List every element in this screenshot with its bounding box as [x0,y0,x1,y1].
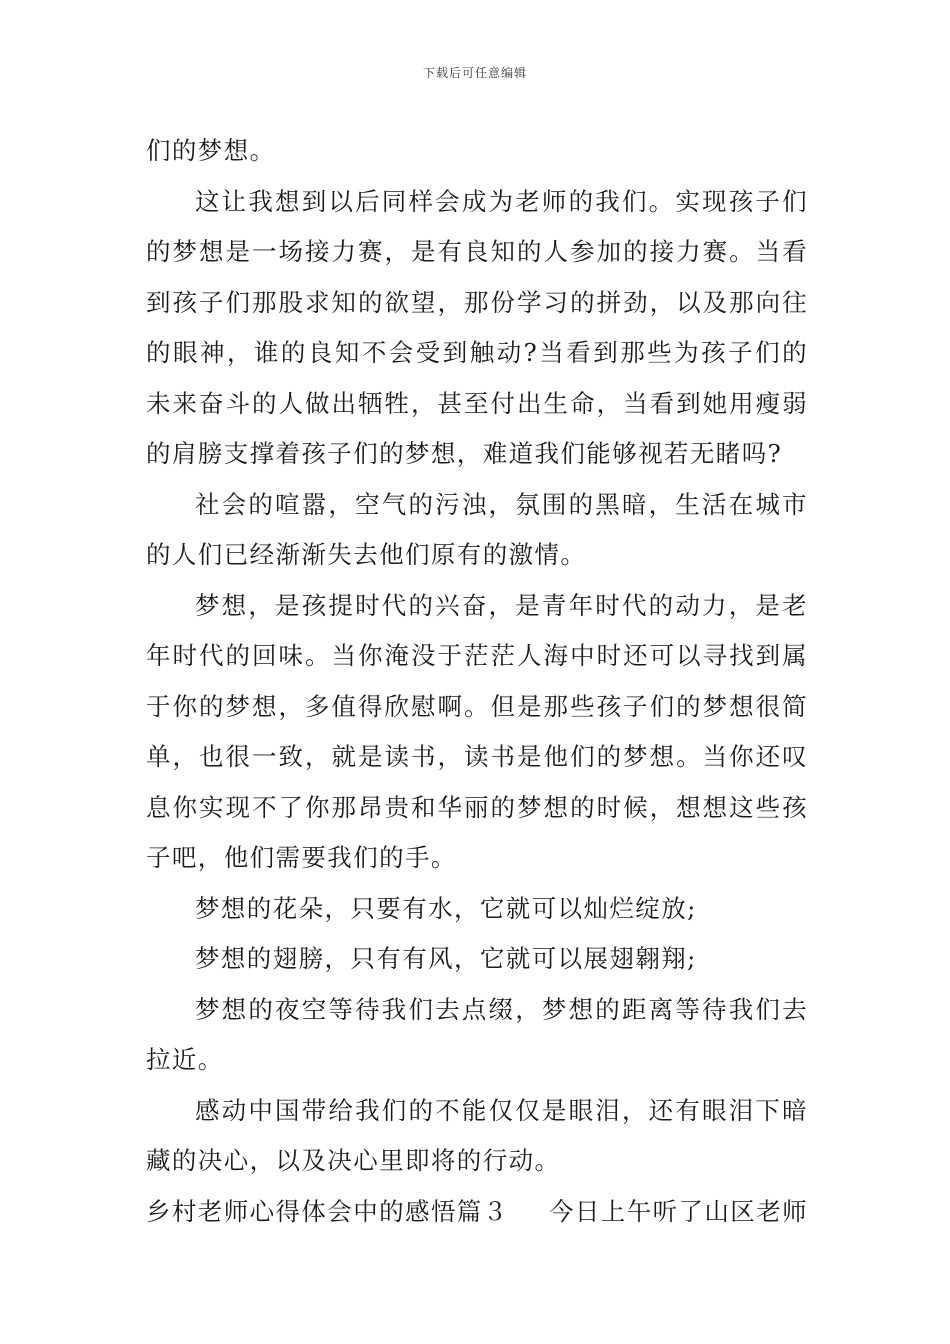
section-heading-line [146,1187,808,1238]
paragraph: 梦想的花朵，只要有水，它就可以灿烂绽放; [195,893,697,923]
paragraph: 梦想，是孩提时代的兴奋，是青年时代的动力，是老年时代的回味。当你淹没于茫茫人海中时还可以寻找到属于你的梦想，多值得欣慰啊。但是那些孩子们的梦想很简单，也很一致，就是读书，读书是他们的梦想。当你还叹息你实现不了你那昂贵和华丽的梦想的时候，想想这些孩子吧，他们需要我们的手。 [146,590,808,872]
paragraph: 梦想的翅膀，只有有风，它就可以展翅翱翔; [195,944,697,973]
paragraph: 感动中国带给我们的不能仅仅是眼泪，还有眼泪下暗藏的决心，以及决心里即将的行动。 [146,1095,808,1175]
document-body [146,126,808,1237]
paragraph: 社会的喧嚣，空气的污浊，氛围的黑暗，生活在城市的人们已经渐渐失去他们原有的激情。 [146,489,808,569]
section-continuation-text: 今日上午听了山区老师 [549,1196,808,1226]
paragraph: 梦想的夜空等待我们去点缀，梦想的距离等待我们去拉近。 [146,994,808,1074]
section-title: 乡村老师心得体会中的感悟篇３ [146,1196,509,1226]
page-header-note: 下载后可任意编辑 [422,66,527,80]
paragraph: 们的梦想。 [146,136,276,165]
paragraph: 这让我想到以后同样会成为老师的我们。实现孩子们的梦想是一场接力赛，是有良知的人参加的接力赛。当看到孩子们那股求知的欲望，那份学习的拼劲，以及那向往的眼神，谁的良知不会受到触动?当看到那些为孩子们的未来奋斗的人做出牺牲，甚至付出生命，当看到她用瘦弱的肩膀支撑着孩子们的梦想，难道我们能够视若无睹吗? [146,186,808,468]
